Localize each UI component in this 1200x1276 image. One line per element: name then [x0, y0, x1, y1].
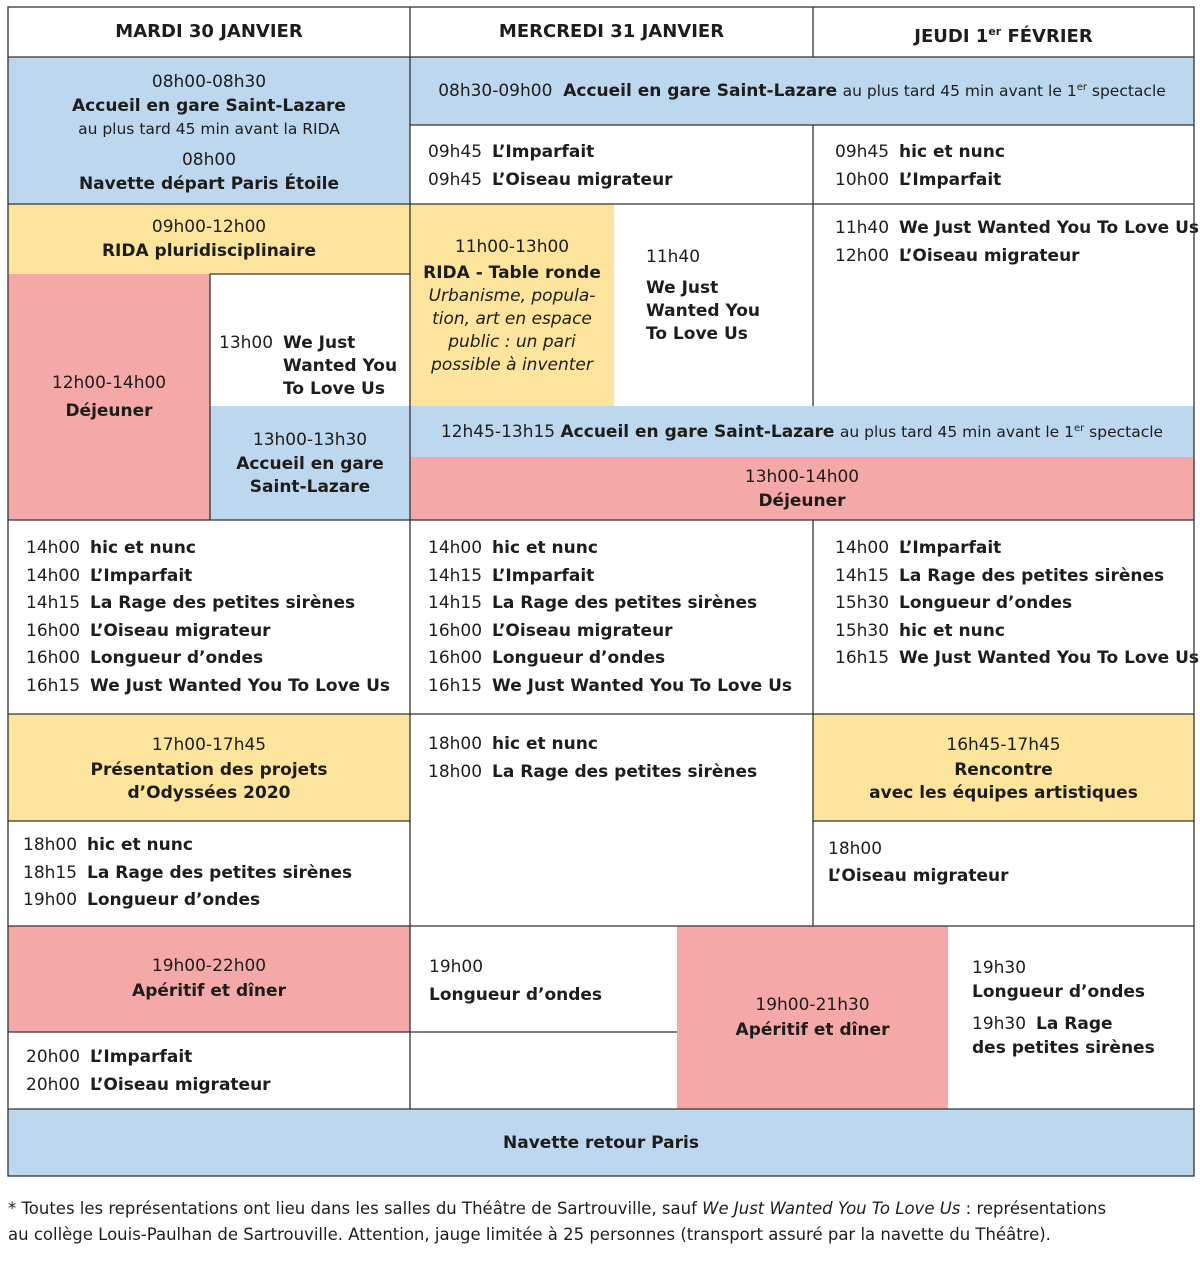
wedthu-dejeuner-time: 13h00-14h00 [744, 466, 860, 487]
wed-show1140-l3: To Love Us [646, 324, 748, 344]
tue-dejeuner-block [8, 274, 210, 520]
tue-rida-time: 09h00-12h00 [151, 217, 267, 237]
note-sup: er [1076, 81, 1087, 93]
item-time: 14h00 [26, 565, 81, 586]
wedthu-accueil-noon-note [840, 423, 1163, 441]
wedthu-accueil-noon-time: 12h45-13h15 [440, 421, 556, 442]
tue-accueil-block [8, 57, 410, 204]
wedthu-accueil-morning-line [438, 81, 1166, 101]
thu-show1930b-l2: des petites sirènes [972, 1038, 1155, 1058]
wedthu-accueil-morning [410, 57, 1194, 125]
wed-afternoon-list [410, 520, 813, 714]
thu-morning-list [813, 125, 1194, 204]
item-time: 09h45 [835, 142, 890, 162]
item-time: 15h30 [835, 593, 890, 613]
tue-evening-list [8, 821, 410, 926]
header-thursday-pre: JEUDI 1 [914, 26, 989, 47]
wed-table-ronde-i1: Urbanisme, popula- [428, 286, 596, 306]
wed-table-ronde-title: RIDA - Table ronde [423, 263, 601, 283]
item-time: 16h15 [835, 648, 890, 668]
item-time: 15h30 [835, 620, 890, 641]
item-title: Longueur d’ondes [87, 890, 261, 910]
wedthu-accueil-noon-title: Accueil en gare Saint-Lazare [560, 421, 835, 442]
tue-show13-title [283, 332, 397, 401]
thu-rencontre-time: 16h45-17h45 [946, 734, 1061, 755]
tue-show13-l2: Wanted You [283, 356, 398, 376]
thu-show18-block [813, 821, 1194, 926]
list-item [23, 832, 410, 860]
item-title: Longueur d’ondes [90, 648, 264, 668]
wed-show1140-time: 11h40 [646, 247, 701, 267]
item-time: 09h45 [428, 142, 483, 162]
item-title: L’Oiseau migrateur [90, 1074, 271, 1095]
list-item [835, 618, 1194, 646]
wed-morning-list [410, 125, 813, 204]
item-title: Longueur d’ondes [899, 593, 1073, 613]
list-item [428, 563, 813, 591]
list-item [26, 618, 410, 646]
wed-table-ronde-time: 11h00-13h00 [454, 237, 570, 257]
list-item [428, 167, 813, 195]
thu-rencontre-block [813, 714, 1194, 821]
thu-show1930a-time: 19h30 [972, 958, 1027, 978]
header-thursday-post: FÉVRIER [1001, 26, 1093, 47]
list-item [835, 167, 1194, 195]
wedthu-accueil-noon-line [441, 422, 1163, 442]
wedthu-dejeuner-block [410, 457, 1194, 520]
item-title: hic et nunc [87, 835, 193, 855]
wedthu-aperitif-time: 19h00-21h30 [755, 994, 870, 1015]
list-item [26, 563, 410, 591]
tue-presentation-l1: Présentation des projets [90, 759, 328, 780]
tue-presentation-block [8, 714, 410, 821]
tue-presentation-time: 17h00-17h45 [151, 734, 267, 755]
wedthu-dejeuner-title: Déjeuner [758, 490, 846, 511]
item-time: 14h00 [428, 538, 483, 558]
thu-afternoon-list [813, 520, 1200, 714]
item-title: La Rage des petites sirènes [899, 565, 1165, 586]
list-item [428, 645, 813, 673]
wed-table-ronde-i3: public : un pari [448, 332, 576, 352]
footnote-line-1 [8, 1196, 1194, 1222]
thu-show1930a-title: Longueur d’ondes [972, 982, 1146, 1002]
item-time: 10h00 [835, 169, 890, 190]
wed-show19-block [410, 926, 677, 1032]
tue-accueil-title: Accueil en gare Saint-Lazare [72, 95, 346, 116]
wedthu-aperitif-title: Apéritif et dîner [735, 1019, 890, 1040]
header-wednesday: MERCREDI 31 JANVIER [410, 7, 813, 57]
tue-accueil2-l1: Accueil en gare [236, 454, 384, 474]
item-title: L’Oiseau migrateur [899, 245, 1080, 266]
note-post: spectacle [1086, 82, 1166, 100]
item-title: hic et nunc [492, 538, 598, 558]
item-title: Longueur d’ondes [492, 648, 666, 668]
item-time: 11h40 [835, 218, 890, 238]
list-item [428, 590, 813, 618]
header-tuesday: MARDI 30 JANVIER [8, 7, 410, 57]
tue-accueil2-time: 13h00-13h30 [252, 430, 368, 450]
tue-night-list [8, 1032, 410, 1109]
tue-presentation-l2: d’Odyssées 2020 [127, 782, 291, 803]
tue-dejeuner-time: 12h00-14h00 [51, 373, 167, 393]
item-time: 14h15 [835, 565, 890, 586]
item-title: L’Imparfait [90, 565, 193, 586]
note-pre: au plus tard 45 min avant le 1 [839, 422, 1074, 441]
wed-show1140-l1: We Just [646, 278, 719, 298]
item-title: L’Imparfait [492, 142, 595, 162]
header-thursday [813, 7, 1194, 57]
item-title: We Just Wanted You To Love Us [899, 218, 1200, 238]
tue-rida-block [8, 204, 410, 274]
wed-table-ronde-i2: tion, art en espace [432, 309, 592, 329]
thu-rencontre-l2: avec les équipes artistiques [869, 782, 1138, 803]
tue-accueil2-l2: Saint-Lazare [249, 477, 371, 497]
item-title: L’Imparfait [492, 565, 595, 586]
list-item [26, 673, 410, 701]
item-time: 20h00 [26, 1047, 81, 1067]
item-title: La Rage des petites sirènes [492, 593, 758, 613]
list-item [26, 590, 410, 618]
item-time: 12h00 [835, 245, 890, 266]
item-time: 14h00 [835, 538, 890, 558]
item-title: L’Oiseau migrateur [492, 620, 673, 641]
item-time: 14h00 [26, 538, 81, 558]
list-item [26, 1072, 410, 1100]
footnote-line-2: au collège Louis-Paulhan de Sartrouville. Attention, jauge limitée à 25 personnes (transport assuré par la navette du Théâtre). [8, 1225, 1051, 1244]
item-time: 16h15 [428, 675, 483, 696]
wedthu-aperitif-block [677, 926, 948, 1109]
item-title: hic et nunc [899, 142, 1005, 162]
wed-evening-list [410, 714, 813, 926]
list-item [23, 887, 410, 915]
item-title: L’Imparfait [899, 169, 1002, 190]
wed-show1140-block [614, 204, 813, 406]
list-item [428, 731, 813, 759]
tue-afternoon-list [8, 520, 410, 714]
list-item [835, 563, 1194, 591]
footnote-l1-pre: * Toutes les représentations ont lieu dans les salles du Théâtre de Sartrouville, sauf [8, 1199, 703, 1218]
wed-empty-block [410, 1032, 677, 1109]
list-item [835, 590, 1194, 618]
list-item [835, 645, 1200, 673]
item-title: We Just Wanted You To Love Us [899, 648, 1200, 668]
item-title: L’Imparfait [90, 1047, 193, 1067]
item-time: 16h00 [428, 620, 483, 641]
navette-retour-title: Navette retour Paris [503, 1132, 699, 1153]
tue-show13-time: 13h00 [219, 333, 274, 353]
item-title: We Just Wanted You To Love Us [492, 675, 793, 696]
item-title: La Rage des petites sirènes [90, 593, 356, 613]
list-item [428, 139, 813, 167]
item-title: L’Oiseau migrateur [492, 169, 673, 190]
item-title: La Rage des petites sirènes [492, 761, 758, 782]
item-time: 16h15 [26, 675, 81, 696]
list-item [23, 860, 410, 888]
item-time: 20h00 [26, 1074, 81, 1095]
wedthu-accueil-morning-time: 08h30-09h00 [438, 81, 553, 101]
item-time: 16h00 [428, 648, 483, 668]
tue-accueil2-block [210, 406, 410, 520]
navette-retour-block [8, 1109, 1194, 1176]
list-item [428, 759, 813, 787]
thu-late-morning-list [813, 204, 1200, 406]
item-time: 18h00 [23, 835, 78, 855]
header-thursday-sup: er [988, 25, 1002, 38]
wedthu-accueil-morning-note [843, 82, 1166, 100]
wedthu-accueil-morning-title: Accueil en gare Saint-Lazare [563, 81, 838, 101]
tue-dejeuner-title: Déjeuner [65, 401, 153, 421]
list-item [26, 535, 410, 563]
item-title: hic et nunc [899, 620, 1005, 641]
tue-navette-time: 08h00 [181, 149, 237, 170]
tue-aperitif-title: Apéritif et dîner [132, 981, 286, 1001]
tue-aperitif-block [8, 926, 410, 1032]
list-item [835, 139, 1194, 167]
thu-show18-title: L’Oiseau migrateur [828, 866, 1009, 886]
list-item [26, 1044, 410, 1072]
list-item [428, 535, 813, 563]
item-time: 14h15 [428, 565, 483, 586]
item-title: hic et nunc [90, 538, 196, 558]
tue-accueil-time: 08h00-08h30 [151, 71, 267, 92]
list-item [835, 535, 1194, 563]
item-time: 19h00 [23, 890, 78, 910]
list-item [835, 215, 1200, 243]
wed-show1140-l2: Wanted You [646, 301, 760, 321]
item-title: hic et nunc [492, 734, 598, 754]
list-item [835, 243, 1194, 271]
tue-rida-title: RIDA pluridisciplinaire [101, 241, 317, 261]
item-time: 14h15 [26, 593, 81, 613]
tue-navette-title: Navette départ Paris Étoile [78, 173, 340, 194]
item-time: 14h15 [428, 593, 483, 613]
item-time: 16h00 [26, 648, 81, 668]
item-title: We Just Wanted You To Love Us [90, 675, 391, 696]
thu-rencontre-l1: Rencontre [954, 759, 1053, 780]
list-item [428, 618, 813, 646]
note-pre: au plus tard 45 min avant le 1 [842, 82, 1077, 100]
list-item [26, 645, 410, 673]
note-post: spectacle [1084, 422, 1164, 441]
tue-show13-l1: We Just [283, 333, 356, 353]
item-title: L’Oiseau migrateur [90, 620, 271, 641]
item-time: 09h45 [428, 169, 483, 190]
wed-table-ronde-i4: possible à inventer [431, 355, 593, 375]
footnote [8, 1196, 1194, 1248]
thu-show18-time: 18h00 [828, 839, 883, 859]
thu-evening-block [948, 926, 1194, 1109]
wed-show19-time: 19h00 [429, 957, 484, 977]
tue-accueil-note: au plus tard 45 min avant la RIDA [78, 119, 340, 138]
footnote-l1-post: : représentations [960, 1199, 1107, 1218]
item-time: 18h00 [428, 734, 483, 754]
wedthu-accueil-noon [410, 406, 1194, 457]
note-sup: er [1073, 422, 1085, 434]
tue-aperitif-time: 19h00-22h00 [151, 956, 267, 976]
wed-show19-title: Longueur d’ondes [429, 985, 603, 1005]
tue-show13-l3: To Love Us [283, 379, 385, 399]
item-title: La Rage des petites sirènes [87, 862, 353, 883]
thu-show1930b-time: 19h30 [972, 1014, 1027, 1034]
tue-show13-block [210, 274, 410, 406]
item-title: L’Imparfait [899, 538, 1002, 558]
item-time: 18h00 [428, 761, 483, 782]
list-item [428, 673, 813, 701]
wed-table-ronde-block [410, 204, 614, 406]
footnote-l1-ital: We Just Wanted You To Love Us [702, 1199, 961, 1218]
item-time: 18h15 [23, 862, 78, 883]
thu-show1930b-l1: La Rage [1036, 1014, 1113, 1034]
item-time: 16h00 [26, 620, 81, 641]
